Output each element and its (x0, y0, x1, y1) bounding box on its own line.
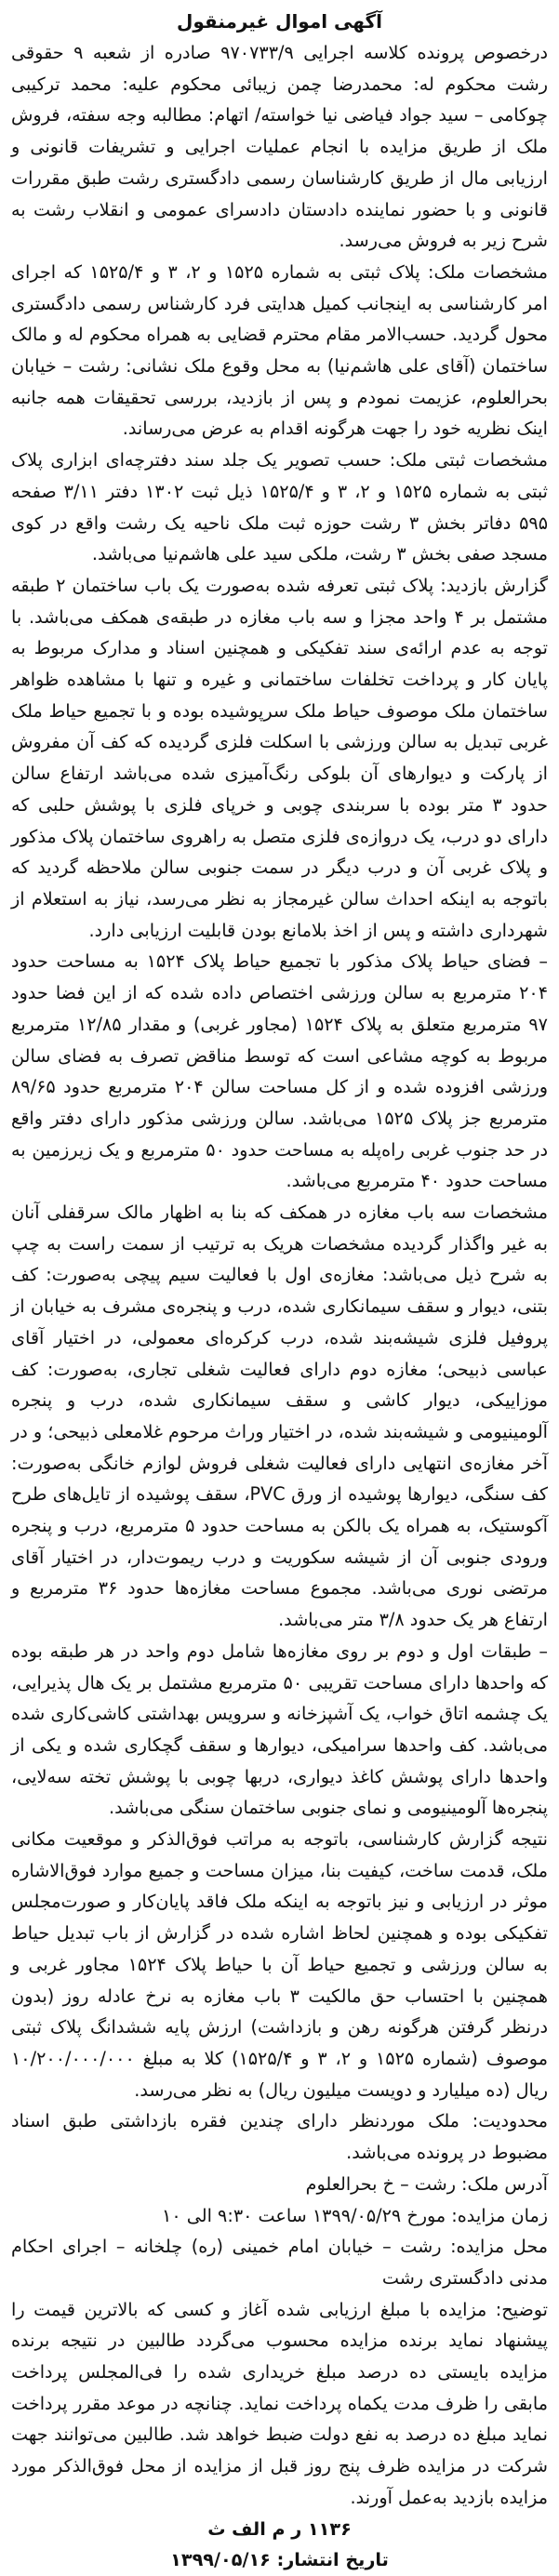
floors-specs-paragraph: – طبقات اول و دوم بر روی مغازه‌ها شامل دوم واحد در هر طبقه بوده که واحدها دارای مساحت تقریبی ۵۰ مترمربع مشتمل بر یک هال پذیرایی، یک چشمه اتاق خواب، یک آشپزخانه و سرویس بهداشتی کاشی‌کاری شده می‌باشد. کف واحدها سرامیکی، دیوارها و سقف گچکاری شده و یکی از واحدها دارای پوشش کاغذ دیواری، دربها چوبی با پوشش تخته سه‌لایی، پنجره‌ها آلومینیومی و نمای جنوبی ساختمان سنگی می‌باشد. (11, 1640, 548, 1819)
restrictions-paragraph: محدودیت: ملک موردنظر دارای چندین فقره بازداشتی طبق اسناد مضبوط در پرونده می‌باشد. (11, 2110, 548, 2164)
valuation-result-paragraph: نتیجه گزارش کارشناسی، باتوجه به مراتب فوق‌الذکر و موقعیت مکانی ملک، قدمت ساخت، کیفیت بنا، میزان مساحت و جمیع موارد فوق‌الاشاره موثر در ارزیابی و نیز باتوجه به اینکه ملک فاقد پایان‌کار و صورت‌مجلس تفکیکی بوده و همچنین لحاظ اشاره شده در گزارش از باب تبدیل حیاط به سالن ورزشی و تجمیع حیاط آن با حیاط پلاک ۱۵۲۴ مجاور غربی و همچنین با احتساب حق مالکیت ۳ باب مغازه به نرخ عادله روز (بدون درنظر گرفتن هرگونه رهن و بازداشت) ارزش پایه ششدانگ پلاک ثبتی موصوف (شماره ۱۵۲۵ و ۲، ۳ و ۱۵۲۵/۴) کلا به مبلغ ۱۰/۲۰۰/۰۰۰/۰۰۰ ریال (ده میلیارد و دویست میلیون ریال) به نظر می‌رسد. (11, 1828, 548, 2101)
auction-time: زمان مزایده: مورخ ۱۳۹۹/۰۵/۲۹ ساعت ۹:۳۰ الی ۱۰ (162, 2204, 548, 2226)
yard-area-paragraph: – فضای حیاط پلاک مذکور با تجمیع حیاط پلاک ۱۵۲۴ به مساحت حدود ۲۰۴ مترمربع به سالن ورزشی اختصاص داده شده که از این فضا حدود ۹۷ مترمربع متعلق به پلاک ۱۵۲۴ (مجاور غربی) و مقدار ۱۲/۸۵ مترمربع مربوط به کوچه مشاعی است که توسط مناقض تصرف به فضای سالن ورزشی افزوده شده و از کل مساحت سالن ۲۰۴ مترمربع حدود ۸۹/۶۵ مترمربع جز پلاک ۱۵۲۵ می‌باشد. سالن ورزشی مذکور دارای دفتر واقع در حد جنوب غربی راه‌پله به مساحت حدود ۵۰ مترمربع و یک زیرزمین به مساحت حدود ۴۰ مترمربع می‌باشد. (11, 950, 548, 1192)
registration-specs-paragraph: مشخصات ثبتی ملک: حسب تصویر یک جلد سند دفترچه‌ای ابزاری پلاک ثبتی به شماره ۱۵۲۵ و ۲، ۳ و ۱۵۲۵/۴ ذیل ثبت ۱۳۰۲ دفتر ۳/۱۱ صفحه ۵۹۵ دفاتر بخش ۳ رشت حوزه ثبت ملک ناحیه یک رشت واقع در کوی مسجد صفی بخش ۳ رشت، ملکی سید علی هاشم‌نیا می‌باشد. (11, 449, 549, 565)
auction-location: محل مزایده: رشت – خیابان امام خمینی (ره) چلخانه – اجرای احکام مدنی دادگستری رشت (11, 2236, 548, 2289)
inspection-report-paragraph: گزارش بازدید: پلاک ثبتی تعرفه شده به‌صورت یک باب ساختمان ۲ طبقه مشتمل بر ۴ واحد مجزا و سه باب مغازه در طبقه‌ی همکف می‌باشد. با توجه به عدم ارائه‌ی سند تفکیکی و همچنین اسناد و مدارک مربوط به پایان کار و پرداخت تخلفات ساختمانی و غیره و تنها با مشاهده ظواهر ساختمان ملک موصوف حیاط ملک سرپوشیده بوده و با تجمیع حیاط ملک غربی تبدیل به سالن ورزشی با اسکلت فلزی گردیده که کف آن مفروش از پارکت و دیوارهای آن بلوکی رنگ‌آمیزی شده می‌باشد ارتفاع سالن حدود ۳ متر بوده با سربندی چوبی و خرپای فلزی با پوشش حلبی که دارای دو درب، یک دروازه‌ی فلزی متصل به راهروی ساختمان پلاک مذکور و پلاک غربی آن و درب دیگر در سمت جنوبی سالن ملاحظه گردید که باتوجه به اینکه احداث سالن غیرمجاز به نظر می‌رسد، نیاز به استعلام از شهرداری داشته و پس از اخذ بلامانع بودن قابلیت ارزیابی دارد. (11, 574, 548, 941)
intro-paragraph: درخصوص پرونده کلاسه اجرایی ۹۷۰۷۳۳/۹ صادره از شعبه ۹ حقوقی رشت محکوم له: محمدرضا چمن زیبائی محکوم علیه: محمد ترکیبی چوکامی – سید جواد فیاضی نیا خواسته/ اتهام: مطالبه وجه سفته، فروش ملک از طریق مزایده با انجام عملیات اجرایی و تشریفات قانونی و ارزیابی مال از طریق کارشناسان رسمی دادگستری رشت طبق مقررات قانونی و با حضور نماینده دادستان دادسرای عمومی و انقلاب رشت به شرح زیر به فروش می‌رسد. (11, 42, 548, 252)
property-specs-paragraph: مشخصات ملک: پلاک ثبتی به شماره ۱۵۲۵ و ۲، ۳ و ۱۵۲۵/۴ که اجرای امر کارشناسی به اینجانب کمیل هدایتی فرد کارشناس رسمی دادگستری محول گردید. حسب‌الامر مقام محترم قضایی به همراه محکوم له و مالک ساختمان (آقای علی هاشم‌نیا) به محل وقوع ملک نشانی: رشت – خیابان بحرالعلوم، عزیمت نمودم و پس از بازدید، بررسی تحقیقات همه جانبه اینک نظریه خود را جهت هرگونه اقدام به عرض می‌رساند. (11, 260, 549, 440)
auction-terms-paragraph: توضیح: مزایده با مبلغ ارزیابی شده آغاز و کسی که بالاترین قیمت را پیشنهاد نماید برنده مزایده محسوب می‌گردد طالبین در نتیجه برنده مزایده بایستی ده درصد مبلغ خریداری شده را فی‌المجلس پرداخت مابقی را ظرف مدت یکماه پرداخت نماید. چنانچه در موعد مقرر پرداخت نماید مبلغ ده درصد به نفع دولت ضبط خواهد شد. طالبین می‌توانند جهت شرکت در مزایده ظرف پنج روز قبل از مزایده از محل فوق‌الذکر مورد مزایده بازدید به‌عمل آورند. (11, 2298, 548, 2508)
publish-date: تاریخ انتشار: ۱۳۹۹/۰۵/۱۶ (170, 2549, 389, 2571)
notice-code: ۱۱۳۶ ر م الف ث (207, 2517, 352, 2540)
property-address: آدرس ملک: رشت – خ بحرالعلوم (305, 2172, 548, 2195)
notice-title: آگهی اموال غیرمنقول (177, 10, 382, 33)
shops-specs-paragraph: مشخصات سه باب مغازه در همکف که بنا به اظهار مالک سرقفلی آنان به غیر واگذار گردیده مشخصات هریک به ترتیب از سمت راست به چپ به شرح ذیل می‌باشد: مغازه‌ی اول با فعالیت سیم پیچی به‌صورت: کف بتنی، دیوار و سقف سیمانکاری شده، درب و پنجره‌ی مشرف به خیابان از پروفیل فلزی شیشه‌بند شده، درب کرکره‌ای معمولی، در اختیار آقای عباسی ذبیحی؛ مغازه دوم دارای فعالیت شغلی تجاری، به‌صورت: کف موزاییکی، دیوار کاشی و سقف سیمانکاری شده، درب و پنجره آلومینیومی و شیشه‌بند شده، در اختیار وراث مرحوم غلامعلی ذبیحی؛ و در آخر مغازه‌ی انتهایی دارای فعالیت شغلی فروش لوازم خانگی به‌صورت: کف سنگی، دیوارها پوشیده از ورق PVC، سقف پوشیده از تایل‌های طرح آکوستیک، به همراه یک بالکن به مساحت حدود ۵ مترمربع، درب و پنجره ورودی جنوبی آن از شیشه سکوریت و درب ریموت‌دار، در اختیار آقای مرتضی نوری می‌باشد. مجموع مساحت مغازه‌ها حدود ۳۶ مترمربع و ارتفاع هر یک حدود ۳/۸ متر می‌باشد. (11, 1202, 549, 1631)
